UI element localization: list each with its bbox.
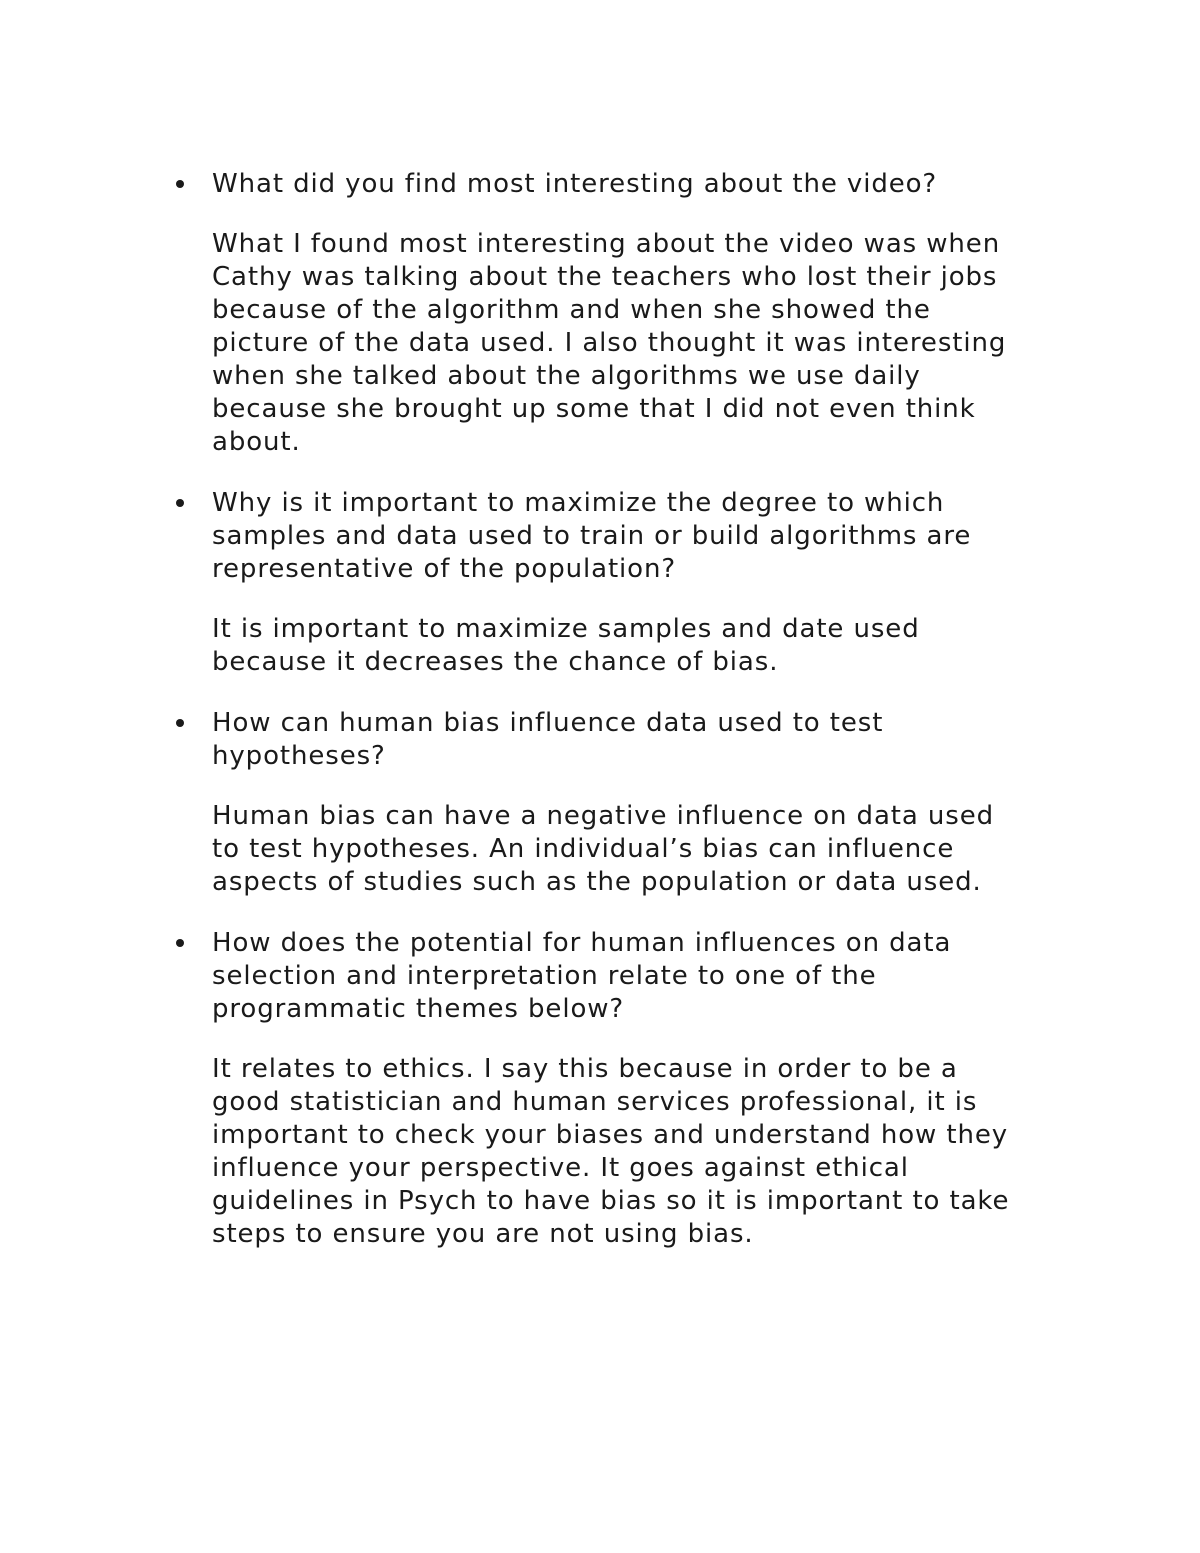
list-item xyxy=(212,707,1072,899)
question-text: How does the potential for human influences on data selection and interpretation relate to one of the programmatic themes below? xyxy=(212,928,952,1024)
list-item xyxy=(212,487,1072,679)
answer-text: It is important to maximize samples and date used because it decreases the chance of bias. xyxy=(212,614,920,677)
bullet-icon xyxy=(173,935,187,949)
answer-text: What I found most interesting about the video was when Cathy was talking about the teachers who lost their jobs because of the algorithm and when she showed the picture of the data used. I also thought it was interesting when she talked about the algorithms we use daily because she brought up some that I did not even think about. xyxy=(212,229,1007,457)
bullet-icon xyxy=(173,715,187,729)
answer-text: It relates to ethics. I say this because in order to be a good statistician and human services professional, it is important to check your biases and understand how they influence your perspective. It goes against ethical guidelines in Psych to have bias so it is important to take steps to ensure you are not using bias. xyxy=(212,1054,1010,1249)
answer-text: Human bias can have a negative influence on data used to test hypotheses. An individual’s bias can influence aspects of studies such as the population or data used. xyxy=(212,801,994,897)
bullet-icon xyxy=(173,176,187,190)
list-item xyxy=(212,168,1072,459)
bullet-icon xyxy=(173,495,187,509)
list-item xyxy=(212,927,1072,1251)
question-text: How can human bias influence data used to test hypotheses? xyxy=(212,708,884,771)
question-answer-list xyxy=(212,168,1072,1279)
question-text: Why is it important to maximize the degree to which samples and data used to train or build algorithms are representative of the population? xyxy=(212,488,972,584)
question-text: What did you find most interesting about the video? xyxy=(212,169,938,199)
